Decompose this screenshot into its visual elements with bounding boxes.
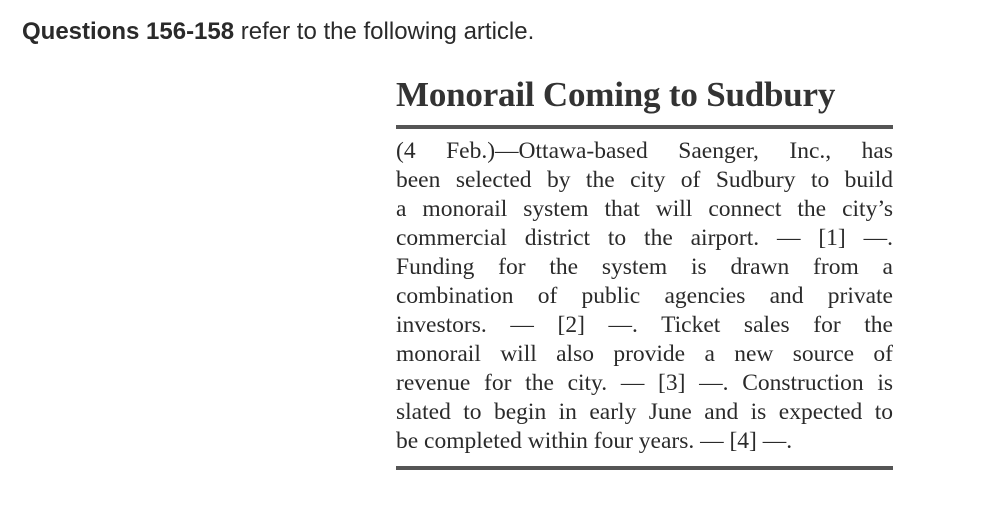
article-line: monorail will also provide a new source of xyxy=(396,341,893,367)
article-line: slated to begin in early June and is expected to xyxy=(396,399,893,425)
article-line: revenue for the city. — [3] —. Construction is xyxy=(396,370,893,396)
article-line: Funding for the system is drawn from a xyxy=(396,254,893,280)
article-line: investors. — [2] —. Ticket sales for the xyxy=(396,312,893,338)
article-headline: Monorail Coming to Sudbury xyxy=(396,75,836,114)
article-bottom-divider xyxy=(396,466,893,470)
article xyxy=(396,70,893,470)
article-line: a monorail system that will connect the city’s xyxy=(396,196,893,222)
article-line: be completed within four years. — [4] —. xyxy=(396,428,793,454)
question-instruction xyxy=(22,17,534,47)
article-body xyxy=(396,137,893,456)
instruction-text: refer to the following article. xyxy=(234,18,535,45)
question-range: Questions 156-158 xyxy=(22,18,235,45)
article-line: (4 Feb.)—Ottawa-based Saenger, Inc., has xyxy=(396,138,893,164)
article-line: combination of public agencies and private xyxy=(396,283,893,309)
headline-divider xyxy=(396,125,893,129)
article-line: commercial district to the airport. — [1] —. xyxy=(396,225,893,251)
article-line: been selected by the city of Sudbury to build xyxy=(396,167,893,193)
